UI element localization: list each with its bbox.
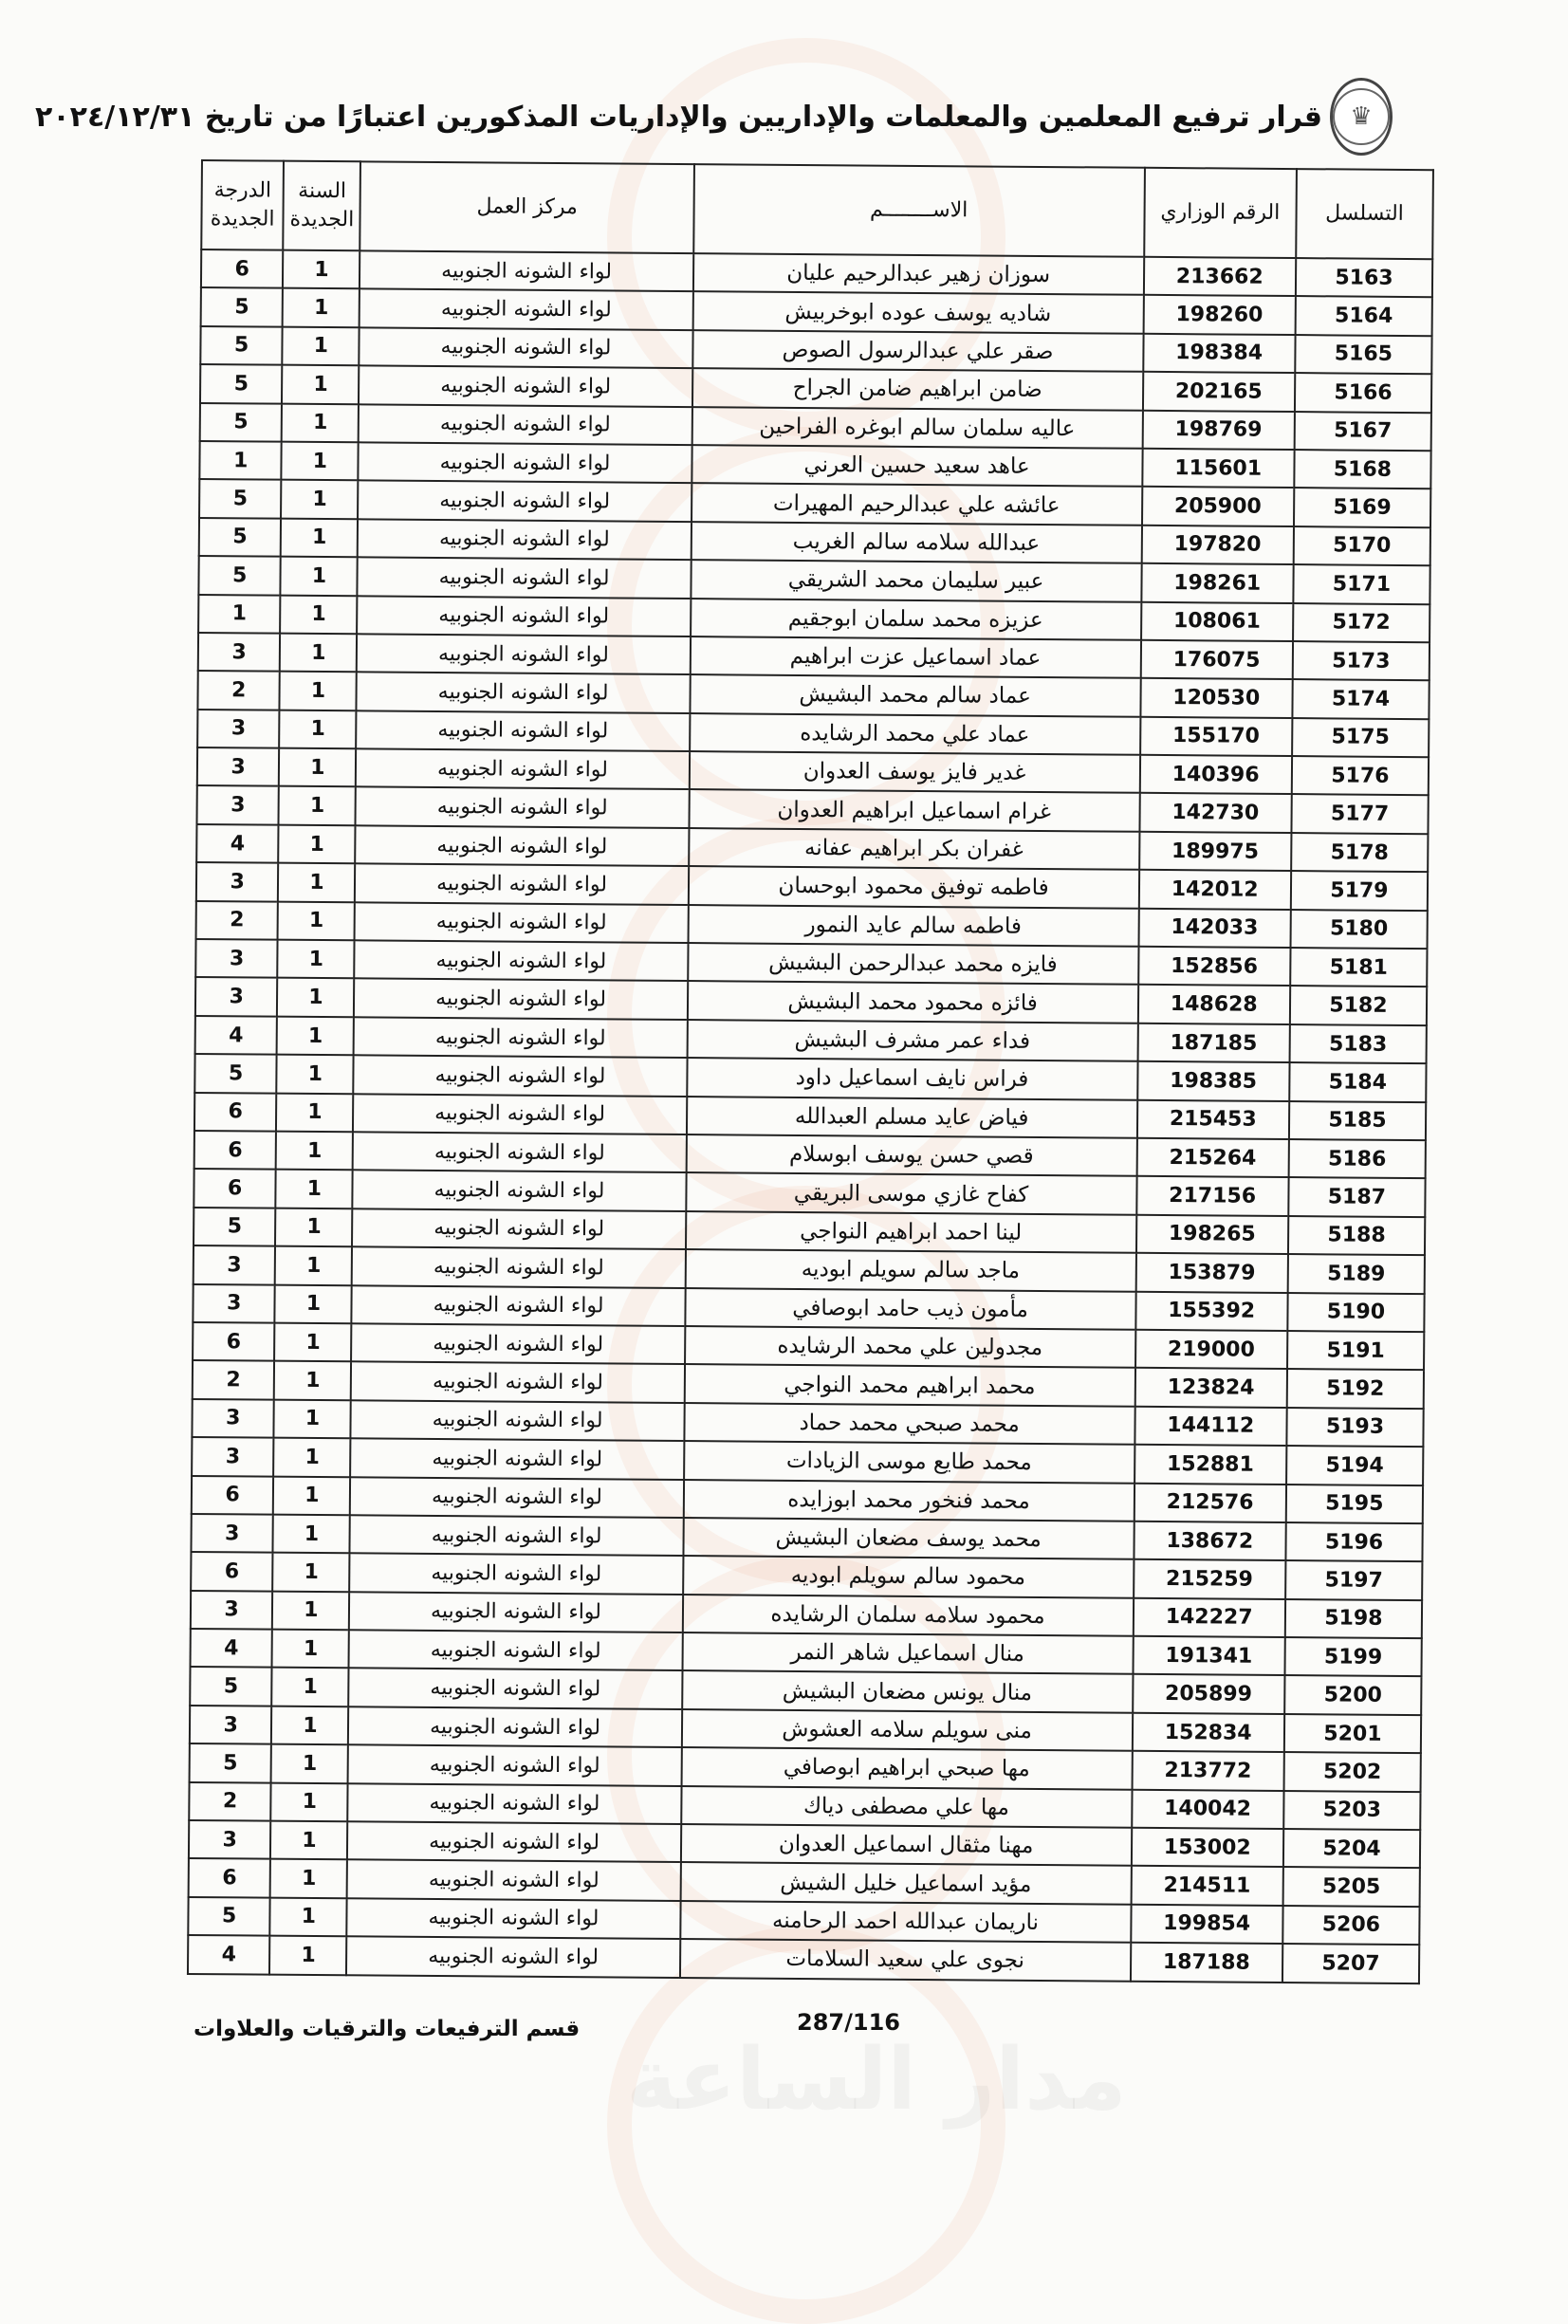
cell-serial: 5190 [1287,1293,1424,1333]
cell-name: عزيزه محمد سلمان ابوجقيم [691,599,1141,640]
cell-name: عماد سالم محمد البشيش [690,674,1140,716]
cell-work-center: لواء الشونه الجنوبيه [355,940,688,981]
cell-new-grade: 3 [195,939,278,978]
cell-work-center: لواء الشونه الجنوبيه [354,979,687,1020]
cell-name: ماجد سالم سويلم ابوديه [685,1249,1135,1291]
cell-ministry-number: 215259 [1134,1559,1286,1599]
cell-name: غرام اسماعيل ابراهيم العدوان [689,790,1139,832]
cell-work-center: لواء الشونه الجنوبيه [351,1438,684,1479]
department-name: قسم الترفيعات والترقيات والعلاوات [194,2017,581,2041]
cell-name: مهنا مثقال اسماعيل العدوان [681,1824,1132,1866]
cell-new-grade: 5 [188,1897,270,1936]
cell-name: صقر علي عبدالرسول الصوص [692,330,1143,372]
cell-name: غدير فايز يوسف العدوان [689,751,1139,793]
cell-name: فاطمه سالم عايد النمور [688,905,1138,947]
cell-ministry-number: 153879 [1135,1253,1288,1293]
cell-name: محمد صبحي محمد حماد [684,1403,1134,1445]
cell-ministry-number: 215264 [1136,1138,1289,1178]
col-header-serial: التسلسل [1296,169,1433,259]
cell-work-center: لواء الشونه الجنوبيه [350,1515,683,1556]
cell-ministry-number: 142033 [1138,908,1291,948]
cell-new-year: 1 [271,1744,349,1783]
cell-work-center: لواء الشونه الجنوبيه [356,825,689,866]
cell-new-grade: 5 [194,1208,276,1246]
cell-work-center: لواء الشونه الجنوبيه [351,1400,684,1441]
cell-name: مها علي مصطفى دياك [681,1786,1132,1828]
cell-work-center: لواء الشونه الجنوبيه [356,748,689,789]
cell-new-year: 1 [276,1170,354,1208]
cell-new-grade: 1 [198,595,281,634]
promotions-table-wrapper [187,159,1434,1984]
cell-new-grade: 6 [201,249,284,288]
cell-new-grade: 5 [200,403,283,442]
cell-serial: 5182 [1290,986,1427,1025]
cell-new-year: 1 [275,1208,353,1246]
cell-new-grade: 2 [189,1782,271,1821]
cell-name: عاليه سلمان سالم ابوغره الفراحين [692,407,1142,449]
cell-serial: 5200 [1284,1675,1421,1715]
cell-ministry-number: 199854 [1131,1905,1283,1945]
cell-new-grade: 4 [188,1935,270,1974]
cell-new-year: 1 [272,1630,350,1669]
cell-new-grade: 3 [198,633,281,672]
cell-serial: 5181 [1290,948,1427,987]
cell-work-center: لواء الشونه الجنوبيه [357,710,690,751]
cell-name: قصي حسن يوسف ابوسلام [686,1134,1136,1176]
cell-new-grade: 3 [196,785,279,824]
cell-work-center: لواء الشونه الجنوبيه [348,1745,681,1786]
cell-new-year: 1 [278,863,356,902]
cell-work-center: لواء الشونه الجنوبيه [357,673,690,713]
cell-serial: 5193 [1286,1408,1423,1448]
cell-work-center: لواء الشونه الجنوبيه [347,1821,680,1862]
cell-new-year: 1 [270,1859,348,1898]
cell-serial: 5166 [1295,373,1431,413]
cell-ministry-number: 198265 [1136,1215,1289,1255]
cell-serial: 5185 [1289,1101,1426,1141]
cell-serial: 5206 [1282,1906,1419,1946]
cell-new-year: 1 [274,1399,352,1438]
col-header-work-center: مركز العمل [360,161,694,253]
cell-work-center: لواء الشونه الجنوبيه [352,1246,685,1287]
cell-name: ضامن ابراهيم ضامن الجراح [692,368,1143,410]
cell-work-center: لواء الشونه الجنوبيه [360,289,692,330]
cell-ministry-number: 140396 [1139,755,1292,795]
col-header-ministry-number: الرقم الوزاري [1144,168,1297,258]
cell-serial: 5205 [1282,1867,1419,1907]
cell-name: فراس نايف اسماعيل داود [687,1058,1137,1099]
cell-name: عاهد سعيد حسين العرني [692,445,1142,487]
cell-name: فاطمه توفيق محمود ابوحسان [688,866,1138,908]
cell-work-center: لواء الشونه الجنوبيه [356,787,689,828]
cell-serial: 5176 [1292,756,1429,796]
cell-serial: 5180 [1290,910,1427,950]
cell-new-year: 1 [273,1438,351,1477]
cell-work-center: لواء الشونه الجنوبيه [350,1477,683,1518]
cell-work-center: لواء الشونه الجنوبيه [349,1669,682,1709]
cell-new-grade: 3 [192,1437,274,1476]
cell-serial: 5171 [1293,564,1430,604]
cell-new-grade: 3 [197,710,280,748]
cell-new-grade: 3 [190,1706,272,1744]
cell-serial: 5188 [1288,1216,1425,1256]
cell-new-grade: 5 [200,364,283,403]
cell-new-grade: 6 [194,1169,276,1208]
cell-new-year: 1 [279,786,357,825]
cell-new-grade: 2 [193,1360,275,1399]
cell-new-grade: 5 [198,556,281,595]
cell-new-year: 1 [277,978,355,1017]
cell-serial: 5203 [1283,1791,1420,1831]
cell-serial: 5174 [1292,679,1429,719]
cell-work-center: لواء الشونه الجنوبيه [357,634,690,674]
cell-name: مجدولين علي محمد الرشايده [685,1326,1135,1368]
cell-new-year: 1 [270,1897,348,1936]
cell-ministry-number: 155170 [1140,716,1293,756]
cell-new-grade: 1 [199,441,282,480]
cell-name: كفاح غازي موسى البريقي [686,1172,1136,1214]
cell-work-center: لواء الشونه الجنوبيه [352,1208,685,1249]
document-title: قرار ترفيع المعلمين والمعلمات والإداريين والإداريات المذكورين اعتبارًا من تاريخ ٢٠٢٤/١٢/٣١ [35,100,1322,134]
col-header-new-grade: الدرجة الجديدة [201,160,284,250]
cell-work-center: لواء الشونه الجنوبيه [360,250,692,291]
cell-work-center: لواء الشونه الجنوبيه [348,1706,681,1747]
promotions-table [187,159,1434,1984]
cell-work-center: لواء الشونه الجنوبيه [360,327,692,368]
cell-name: محمود سلامه سلمان الرشايده [682,1595,1133,1636]
cell-ministry-number: 205900 [1142,487,1295,526]
cell-work-center: لواء الشونه الجنوبيه [359,404,692,445]
cell-name: عماد اسماعيل عزت ابراهيم [690,636,1140,678]
cell-serial: 5194 [1286,1446,1423,1485]
cell-new-year: 1 [274,1323,352,1362]
cell-serial: 5172 [1293,603,1430,643]
cell-work-center: لواء الشونه الجنوبيه [349,1592,682,1632]
cell-work-center: لواء الشونه الجنوبيه [347,1898,680,1939]
cell-work-center: لواء الشونه الجنوبيه [354,1055,687,1096]
cell-name: فياض عايد مسلم العبدالله [687,1097,1137,1138]
cell-new-year: 1 [280,595,358,634]
cell-serial: 5164 [1295,296,1431,336]
cell-new-year: 1 [281,518,359,557]
cell-name: مؤيد اسماعيل خليل الشيش [680,1862,1131,1904]
cell-serial: 5192 [1287,1369,1424,1409]
cell-new-grade: 3 [191,1514,273,1553]
cell-new-year: 1 [269,1936,347,1975]
cell-new-grade: 5 [200,326,283,365]
cell-ministry-number: 187188 [1130,1943,1282,1983]
cell-new-year: 1 [283,288,360,327]
cell-new-year: 1 [276,1132,354,1171]
cell-ministry-number: 176075 [1140,640,1293,680]
document-header [35,74,1393,159]
jordan-ministry-emblem-icon: ♛ [1330,78,1393,156]
cell-new-grade: 4 [191,1629,273,1668]
cell-serial: 5199 [1284,1637,1421,1677]
cell-name: فائزه محمود محمد البشيش [688,981,1138,1023]
cell-serial: 5201 [1284,1714,1421,1754]
cell-work-center: لواء الشونه الجنوبيه [359,365,692,406]
table-header-row [201,160,1433,259]
cell-work-center: لواء الشونه الجنوبيه [352,1323,685,1364]
cell-serial: 5169 [1294,488,1430,527]
cell-name: مها صبحي ابراهيم ابوصافي [681,1747,1132,1789]
cell-ministry-number: 115601 [1142,449,1295,489]
cell-serial: 5187 [1288,1177,1425,1217]
cell-new-grade: 3 [194,1245,276,1284]
cell-new-year: 1 [276,1093,354,1132]
cell-new-year: 1 [272,1591,350,1630]
cell-new-grade: 6 [189,1858,271,1897]
cell-ministry-number: 198769 [1142,410,1295,450]
cell-work-center: لواء الشونه الجنوبيه [350,1554,683,1595]
cell-ministry-number: 198260 [1143,295,1296,335]
cell-new-year: 1 [278,901,356,940]
cell-work-center: لواء الشونه الجنوبيه [348,1783,681,1824]
cell-work-center: لواء الشونه الجنوبيه [346,1936,679,1977]
cell-ministry-number: 152856 [1138,947,1291,987]
cell-ministry-number: 215453 [1136,1099,1289,1139]
cell-ministry-number: 214511 [1131,1866,1283,1906]
page-number: 287/116 [797,2009,900,2036]
cell-work-center: لواء الشونه الجنوبيه [351,1362,684,1403]
cell-ministry-number: 152881 [1134,1445,1287,1485]
cell-serial: 5175 [1292,718,1429,758]
cell-work-center: لواء الشونه الجنوبيه [353,1171,686,1211]
cell-new-grade: 5 [190,1667,272,1706]
cell-name: منى سويلم سلامه العشوش [681,1709,1132,1751]
cell-new-year: 1 [278,940,356,979]
cell-ministry-number: 155392 [1135,1291,1288,1331]
cell-new-year: 1 [273,1515,351,1554]
cell-work-center: لواء الشونه الجنوبيه [358,557,691,598]
cell-name: سوزان زهير عبدالرحيم عليان [693,253,1144,295]
cell-new-grade: 3 [195,977,278,1016]
cell-ministry-number: 187185 [1137,1024,1290,1063]
cell-new-year: 1 [277,1016,355,1055]
cell-new-year: 1 [283,326,360,365]
cell-ministry-number: 198385 [1137,1061,1290,1101]
cell-new-year: 1 [274,1361,352,1400]
cell-new-grade: 6 [193,1322,275,1361]
cell-name: عماد علي محمد الرشايده [690,713,1140,755]
cell-name: محمد طايع موسى الزيادات [684,1441,1134,1483]
cell-new-grade: 5 [190,1743,272,1782]
cell-name: ناريمان عبدالله احمد الرحامنه [680,1901,1131,1943]
cell-name: محمد فنخور محمد ابوزايده [683,1480,1134,1522]
cell-serial: 5183 [1289,1024,1426,1064]
cell-ministry-number: 198261 [1141,563,1294,603]
cell-serial: 5178 [1291,833,1428,873]
cell-new-year: 1 [271,1782,349,1821]
cell-ministry-number: 217156 [1136,1176,1289,1216]
cell-work-center: لواء الشونه الجنوبيه [355,902,688,943]
cell-work-center: لواء الشونه الجنوبيه [349,1630,682,1670]
cell-serial: 5173 [1293,641,1430,681]
cell-new-grade: 3 [189,1820,271,1859]
cell-name: فايزه محمد عبدالرحمن البشيش [688,943,1138,985]
cell-new-year: 1 [280,634,358,673]
cell-serial: 5189 [1288,1254,1425,1294]
cell-serial: 5202 [1283,1752,1420,1792]
cell-serial: 5198 [1285,1599,1422,1639]
cell-serial: 5177 [1291,795,1428,835]
cell-ministry-number: 205899 [1133,1674,1285,1714]
cell-new-year: 1 [275,1246,353,1285]
cell-serial: 5207 [1282,1944,1419,1983]
cell-serial: 5197 [1285,1560,1422,1600]
cell-ministry-number: 142730 [1139,793,1292,833]
cell-ministry-number: 212576 [1134,1483,1286,1522]
cell-name: نجوى علي سعيد السلامات [680,1939,1131,1981]
cell-new-year: 1 [281,480,359,519]
cell-new-grade: 6 [192,1475,274,1514]
cell-serial: 5186 [1288,1139,1425,1179]
cell-new-grade: 6 [194,1131,277,1170]
cell-ministry-number: 123824 [1134,1368,1287,1408]
cell-new-year: 1 [282,365,360,404]
cell-new-year: 1 [273,1476,351,1515]
cell-name: محمد ابراهيم محمد النواجي [684,1364,1134,1406]
cell-work-center: لواء الشونه الجنوبيه [358,596,691,636]
cell-name: لينا احمد ابراهيم النواجي [686,1211,1136,1253]
cell-new-year: 1 [277,1055,355,1094]
cell-ministry-number: 213772 [1132,1751,1284,1791]
cell-name: عائشه علي عبدالرحيم المهيرات [692,483,1142,525]
cell-name: منال اسماعيل شاهر النمر [682,1632,1133,1674]
cell-serial: 5195 [1286,1485,1423,1524]
cell-ministry-number: 148628 [1137,985,1290,1024]
watermark-text: مدار الساعة [626,2030,1127,2130]
cell-ministry-number: 191341 [1133,1636,1285,1676]
cell-work-center: لواء الشونه الجنوبيه [355,864,688,905]
cell-ministry-number: 140042 [1132,1789,1284,1829]
cell-new-year: 1 [279,710,357,748]
col-header-name: الاســــــــم [693,164,1145,257]
cell-new-grade: 2 [196,901,279,940]
cell-name: مأمون ذيب حامد ابوصافي [685,1288,1135,1330]
cell-new-grade: 2 [197,671,280,710]
cell-work-center: لواء الشونه الجنوبيه [347,1860,680,1901]
cell-ministry-number: 197820 [1141,526,1294,565]
cell-new-year: 1 [275,1284,353,1323]
cell-work-center: لواء الشونه الجنوبيه [359,481,692,522]
cell-ministry-number: 142012 [1138,870,1291,910]
cell-ministry-number: 153002 [1131,1828,1283,1868]
cell-ministry-number: 198384 [1143,334,1296,374]
cell-new-year: 1 [282,442,360,481]
cell-new-grade: 5 [199,479,282,518]
cell-name: محمد يوسف مضعان البشيش [683,1518,1134,1559]
cell-new-grade: 6 [191,1552,273,1591]
cell-serial: 5165 [1295,335,1431,375]
cell-serial: 5163 [1296,258,1432,298]
cell-new-year: 1 [271,1668,349,1706]
cell-work-center: لواء الشونه الجنوبيه [359,442,692,483]
cell-name: غفران بكر ابراهيم عفانه [689,828,1139,870]
cell-serial: 5167 [1295,412,1431,452]
cell-work-center: لواء الشونه الجنوبيه [353,1094,686,1134]
cell-ministry-number: 152834 [1132,1713,1284,1753]
cell-new-year: 1 [279,748,357,787]
cell-ministry-number: 144112 [1134,1406,1287,1446]
cell-new-grade: 6 [194,1093,277,1132]
cell-new-grade: 3 [192,1399,274,1438]
cell-name: فداء عمر مشرف البشيش [687,1020,1137,1061]
cell-new-grade: 5 [194,1054,277,1093]
cell-new-year: 1 [272,1553,350,1592]
cell-ministry-number: 120530 [1140,678,1293,718]
cell-new-year: 1 [282,403,360,442]
cell-serial: 5196 [1285,1522,1422,1562]
cell-new-year: 1 [278,825,356,864]
cell-name: منال يونس مضعان البشيش [682,1670,1133,1712]
cell-serial: 5179 [1291,871,1428,911]
watermark-clock-icon [607,1926,1005,2324]
cell-name: عبير سليمان محمد الشريقي [691,560,1141,601]
cell-ministry-number: 108061 [1141,601,1294,641]
cell-work-center: لواء الشونه الجنوبيه [352,1285,685,1326]
cell-new-grade: 3 [197,747,280,786]
cell-new-year: 1 [271,1706,349,1744]
cell-serial: 5170 [1294,526,1430,566]
cell-work-center: لواء الشونه الجنوبيه [358,519,691,560]
cell-new-grade: 4 [196,824,279,863]
cell-name: شاديه يوسف عوده ابوخربيش [692,291,1143,333]
cell-new-year: 1 [280,672,358,710]
cell-new-grade: 4 [195,1016,278,1055]
cell-ministry-number: 219000 [1135,1330,1288,1370]
cell-work-center: لواء الشونه الجنوبيه [353,1132,686,1172]
cell-new-grade: 3 [196,862,279,901]
cell-serial: 5184 [1289,1062,1426,1102]
cell-new-year: 1 [281,557,359,596]
col-header-new-year: السنة الجديدة [284,161,361,251]
cell-new-grade: 3 [193,1284,275,1323]
cell-name: عبدالله سلامه سالم الغريب [691,522,1141,563]
cell-new-year: 1 [270,1821,348,1860]
cell-new-grade: 5 [201,287,284,326]
cell-ministry-number: 202165 [1143,372,1296,412]
cell-new-year: 1 [283,250,360,289]
cell-serial: 5191 [1287,1331,1424,1371]
cell-serial: 5168 [1294,450,1430,489]
cell-new-grade: 3 [191,1591,273,1630]
cell-name: محمود سالم سويلم ابوديه [683,1556,1134,1597]
cell-new-grade: 5 [199,518,282,557]
cell-ministry-number: 138672 [1134,1522,1286,1561]
cell-serial: 5204 [1283,1829,1420,1869]
cell-ministry-number: 189975 [1139,832,1292,872]
table-body [188,249,1432,1983]
cell-work-center: لواء الشونه الجنوبيه [354,1017,687,1058]
cell-ministry-number: 213662 [1143,257,1296,297]
cell-ministry-number: 142227 [1133,1597,1285,1637]
